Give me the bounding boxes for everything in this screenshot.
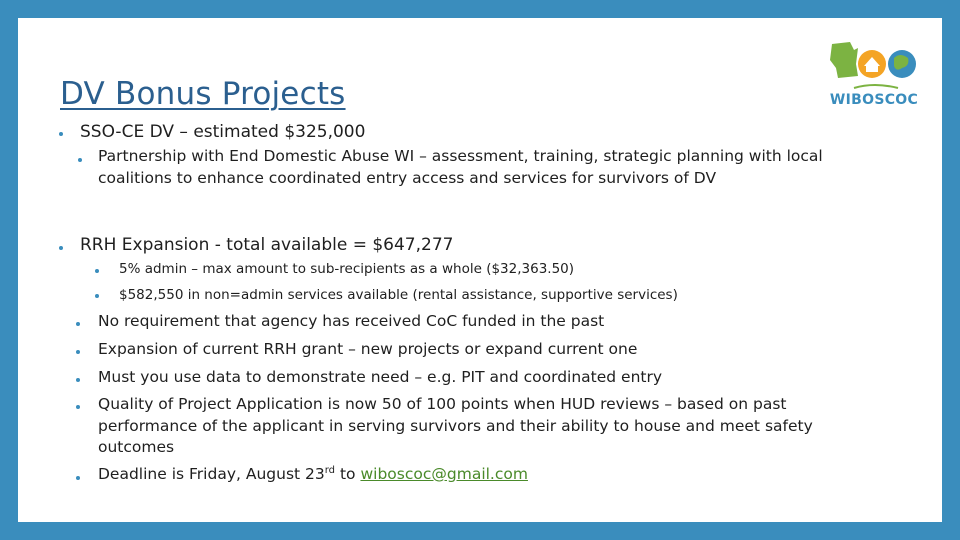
list-item: Expansion of current RRH grant – new projects or expand current one (98, 340, 638, 358)
list-item-continuation: performance of the applicant in serving survivors and their ability to house and meet safety (98, 417, 813, 435)
list-item: $582,550 in non=admin services available (rental assistance, supportive services) (119, 287, 678, 303)
deadline-to: to (335, 465, 361, 484)
bullet-icon (59, 246, 63, 250)
list-item: 5% admin – max amount to sub-recipients as a whole ($32,363.50) (119, 261, 575, 277)
logo-icon (828, 38, 920, 92)
email-link[interactable]: wiboscoc@gmail.com (360, 465, 528, 484)
list-item-deadline (98, 465, 528, 484)
bullet-icon (76, 350, 80, 354)
bullet-icon (76, 476, 80, 480)
bullet-icon (76, 378, 80, 382)
slide (18, 18, 942, 522)
bullet-icon (78, 158, 82, 162)
list-item: RRH Expansion - total available = $647,277 (80, 235, 454, 255)
list-item: SSO-CE DV – estimated $325,000 (80, 122, 366, 142)
bullet-icon (59, 132, 63, 136)
deadline-text: Deadline is Friday, August 23 (98, 465, 325, 484)
bullet-icon (95, 294, 99, 298)
list-item-continuation: outcomes (98, 438, 175, 456)
list-item: Partnership with End Domestic Abuse WI – assessment, training, strategic planning with local (98, 147, 823, 165)
list-item: No requirement that agency has received CoC funded in the past (98, 312, 605, 330)
page-title: DV Bonus Projects (60, 76, 346, 112)
list-item-continuation: coalitions to enhance coordinated entry access and services for survivors of DV (98, 169, 717, 187)
bullet-icon (95, 269, 99, 273)
deadline-superscript: rd (324, 465, 336, 476)
list-item: Quality of Project Application is now 50 of 100 points when HUD reviews – based on past (98, 395, 787, 413)
list-item: Must you use data to demonstrate need – e.g. PIT and coordinated entry (98, 368, 663, 386)
bullet-icon (76, 405, 80, 409)
bullet-icon (76, 322, 80, 326)
logo-text: WIBOSCOC (829, 92, 919, 108)
wiboscoc-logo (828, 38, 920, 114)
